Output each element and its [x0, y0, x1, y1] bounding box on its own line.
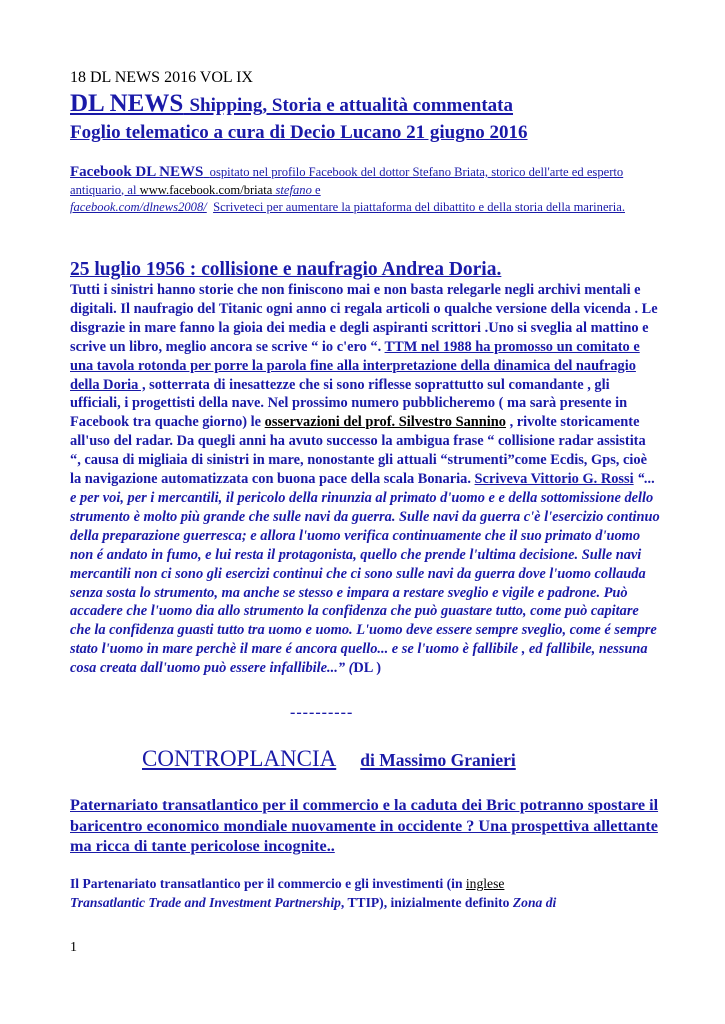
section-separator: ----------: [290, 704, 354, 721]
facebook-text-1: ospitato nel profilo Facebook del dottor Stefano Briata, storico dell'arte ed esperto antiquario, al: [70, 165, 624, 197]
controplancia-name: CONTROPLANCIA: [142, 746, 337, 771]
intro-text-3: , TTIP), inizialmente definito: [340, 894, 513, 910]
controplancia-author: di Massimo Granieri: [360, 750, 516, 770]
ttm-link[interactable]: TTM nel 1988 ha promosso un comitato e una tavola rotonda per porre la parola fine alla interpretazione della dinamica del naufragio della Doria ,: [70, 338, 640, 393]
intro-text-4: Zona di: [512, 894, 557, 910]
intro-text-1: Il Partenariato transatlantico per il commercio e gli investimenti (in: [70, 876, 466, 891]
intro-text-2: Transatlantic Trade and Investment Partnership: [70, 894, 341, 910]
article-title: [70, 258, 670, 282]
controplancia-headline: Paternariato transatlantico per il commercio e la caduta dei Bric potranno spostare il baricentro economico mondiale nuovamente in occidente ? Una prospettiva allettante ma ricca di tante pericolose incognite..: [70, 796, 659, 855]
article-body: [70, 281, 660, 678]
article-title-text: 25 luglio 1956 : collisione e naufragio Andrea Doria: [70, 259, 497, 280]
title-main: DL NEWS: [70, 90, 184, 117]
inglese-link[interactable]: inglese: [465, 876, 505, 891]
controplancia-title: [142, 744, 516, 775]
article-paragraph-2: sotterrata di inesattezze che si sono riflesse soprattutto sul comandante , gli ufficiali, i progettisti della nave. Nel prossimo numero pubblicheremo ( ma sarà presente in Facebook tra quache giorno) le: [70, 376, 628, 431]
rossi-quote: “... e per voi, per i mercantili, il pericolo della rinunzia al primato d'uomo e e della sottomissione dello strumento è molto più grande che sulle navi da guerra. Sulle navi da guerra c'è l'esercizio continuo della preparazione guerresca; e allora l'uomo verifica continuamente che il suo primato d'uomo non é andato in fumo, e lui resta il protagonista, quello che prende l'ultima decisione. Sulle navi mercantili non ci sono gli esercizi continui che ci sono sulle navi da guerra dove l'uomo collauda senza sosta lo strumento, ma anche se stesso e impara a restare sveglio e vigile e padrone. Può accadere che l'uomo dia allo strumento la confidenza che può guastare tutto, come può capitare che la confidenza guasti tutto tra uomo e uomo. L'uomo deve essere sempre sveglio, come é sempre stato l'uomo in mare perchè il mare é ancora quello... e se l'uomo è fallibile , ed fallibile, nessuna cosa creata dall'uomo può essere infallibile...”: [70, 471, 660, 677]
page-number: 1: [70, 940, 77, 955]
facebook-link-briata[interactable]: www.facebook.com/briata: [139, 182, 273, 197]
facebook-link-dlnews[interactable]: facebook.com/dlnews2008/: [70, 200, 207, 214]
facebook-name: Facebook DL NEWS: [70, 164, 204, 180]
signature-close: ): [372, 660, 381, 677]
facebook-text-2: e: [311, 182, 321, 197]
sannino-link[interactable]: osservazioni del prof. Silvestro Sannino: [264, 414, 506, 431]
rossi-link[interactable]: Scriveva Vittorio G. Rossi: [474, 471, 634, 488]
article-title-end: .: [496, 259, 502, 280]
facebook-text-3: Scriveteci per aumentare la piattaforma del dibattito e della storia della marineria.: [213, 200, 625, 214]
newsletter-subtitle: Foglio telematico a cura di Decio Lucano 21 giugno 2016: [70, 122, 528, 143]
title-sub: Shipping, Storia e attualità commentata: [189, 95, 514, 116]
volume-line: 18 DL NEWS 2016 VOL IX: [70, 69, 253, 86]
signature-open: (: [345, 660, 354, 677]
facebook-notice: [70, 164, 660, 217]
controplancia-intro: [70, 875, 660, 912]
newsletter-title: [70, 88, 670, 122]
article-paragraph-1: Tutti i sinistri hanno storie che non finiscono mai e non basta relegarle negli archivi mentali e digitali. Il naufragio del Titanic ogni anno ci regala articoli o qualche versione della vicenda . Le disgrazie in mare fanno la gioia dei media e degli aspiranti scrittori .Uno si sveglia al mattino e scrive un libro, meglio ancora se scrive “ io c'ero “.: [70, 282, 658, 355]
article-paragraph-3: , rivolte storicamente all'uso del radar. Da quegli anni ha avuto successo la ambigua frase “ collisione radar assistita “, causa di migliaia di sinistri in mare, nonostante gli attuali “strumenti”come Ecdis, Gps, cioè la navigazione automatizzata con buona pace della scala Bonaria.: [70, 414, 647, 488]
article-signature: DL: [353, 660, 373, 677]
facebook-link-stefano[interactable]: stefano: [275, 182, 312, 197]
